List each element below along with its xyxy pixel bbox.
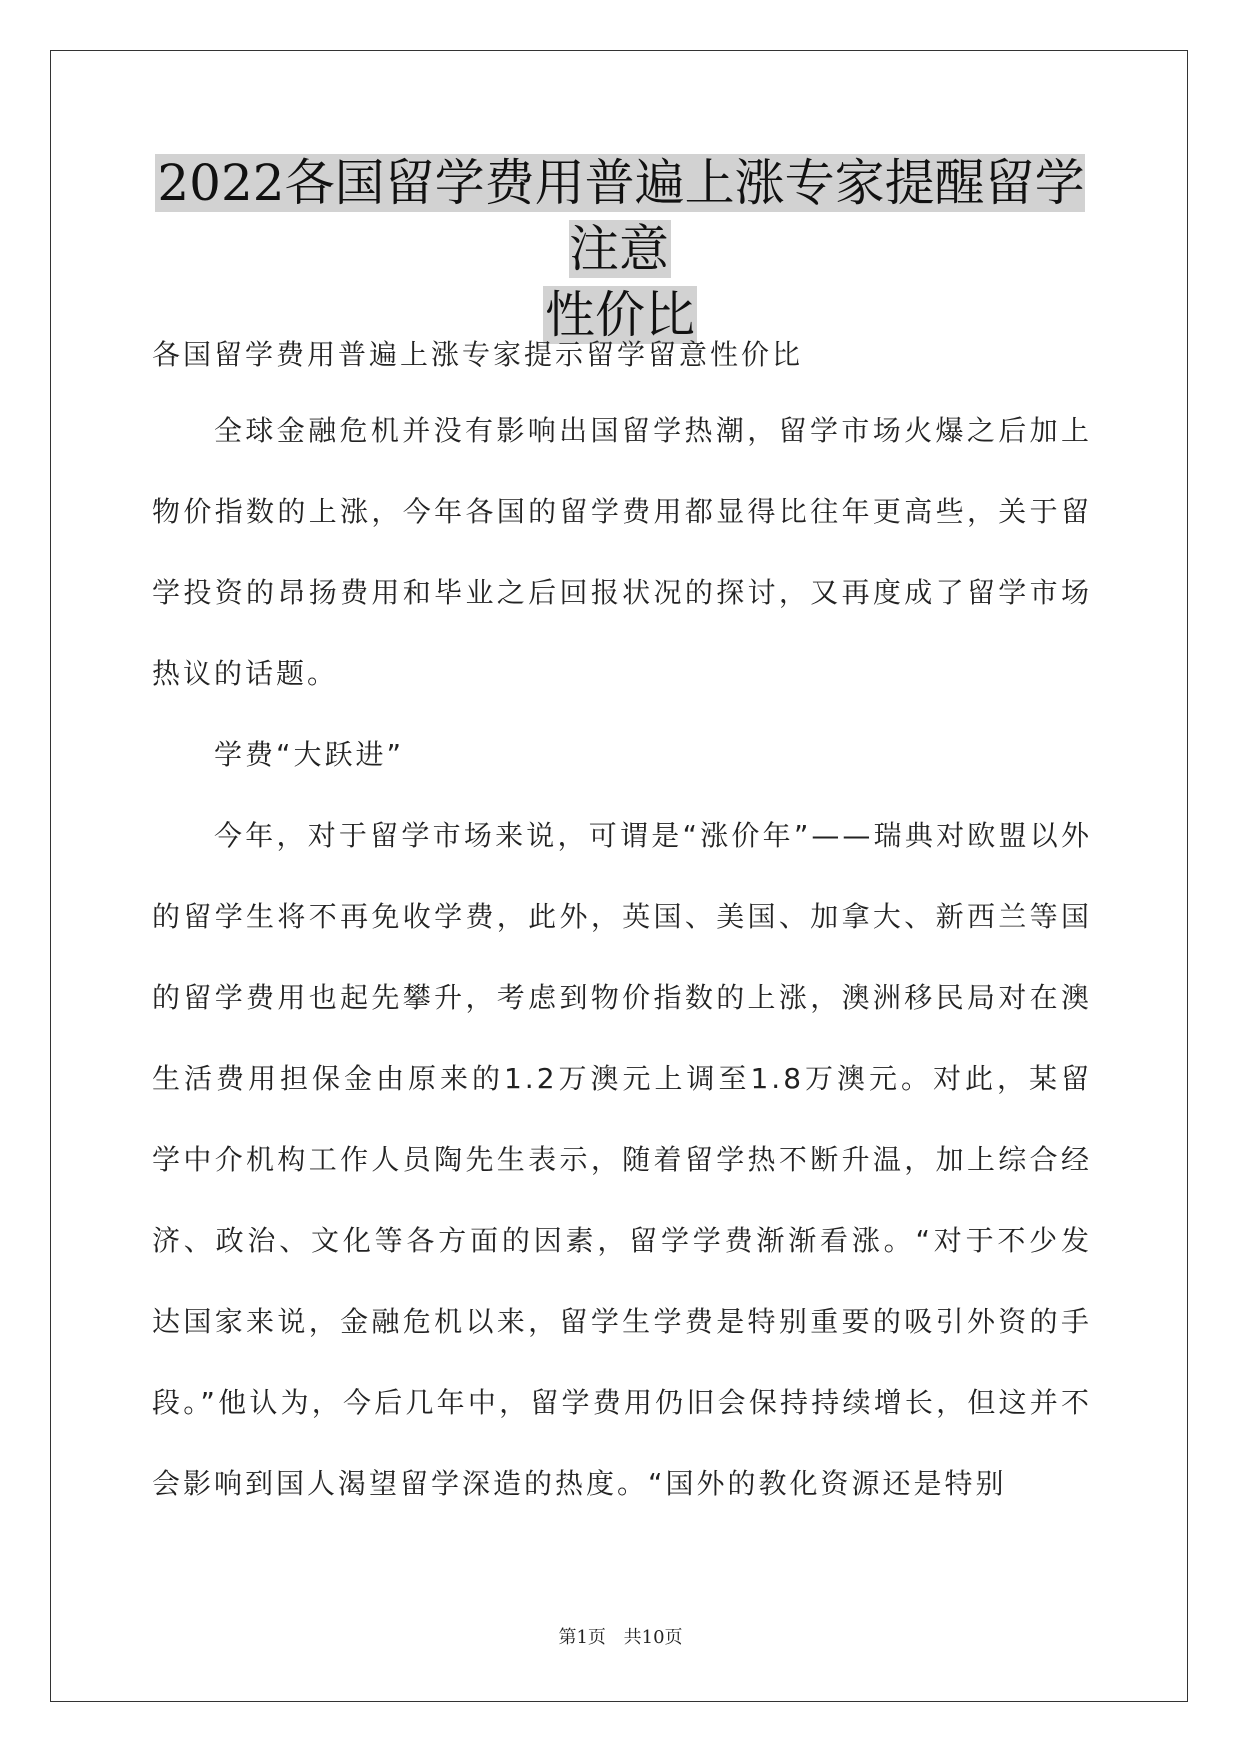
paragraph-intro: 全球金融危机并没有影响出国留学热潮，留学市场火爆之后加上物价指数的上涨，今年各国的留学费用都显得比往年更高些，关于留学投资的昂扬费用和毕业之后回报状况的探讨，又再度成了留学市场热议的话题。	[152, 414, 1092, 690]
page-total: 共10页	[623, 1627, 683, 1648]
title-line-2: 性价比	[545, 286, 695, 344]
document-title	[150, 150, 1090, 348]
paragraph-tuition: 今年，对于留学市场来说，可谓是“涨价年”——瑞典对欧盟以外的留学生将不再免收学费，此外，英国、美国、加拿大、新西兰等国的留学费用也起先攀升，考虑到物价指数的上涨，澳洲移民局对在澳生活费用担保金由原来的1.2万澳元上调至1.8万澳元。对此，某留学中介机构工作人员陶先生表示，随着留学热不断升温，加上综合经济、政治、文化等各方面的因素，留学学费渐渐看涨。“对于不少发达国家来说，金融危机以来，留学生学费是特别重要的吸引外资的手段。”他认为，今后几年中，留学费用仍旧会保持持续增长，但这并不会影响到国人渴望留学深造的热度。“国外的教化资源还是特别	[152, 819, 1092, 1500]
page-footer	[0, 1623, 1241, 1649]
title-line-1: 2022各国留学费用普遍上涨专家提醒留学注意	[157, 154, 1085, 278]
section-heading: 学费“大跃进”	[214, 738, 405, 771]
page-number: 第1页	[558, 1627, 606, 1648]
document-subtitle: 各国留学费用普遍上涨专家提示留学留意性价比	[152, 338, 804, 371]
